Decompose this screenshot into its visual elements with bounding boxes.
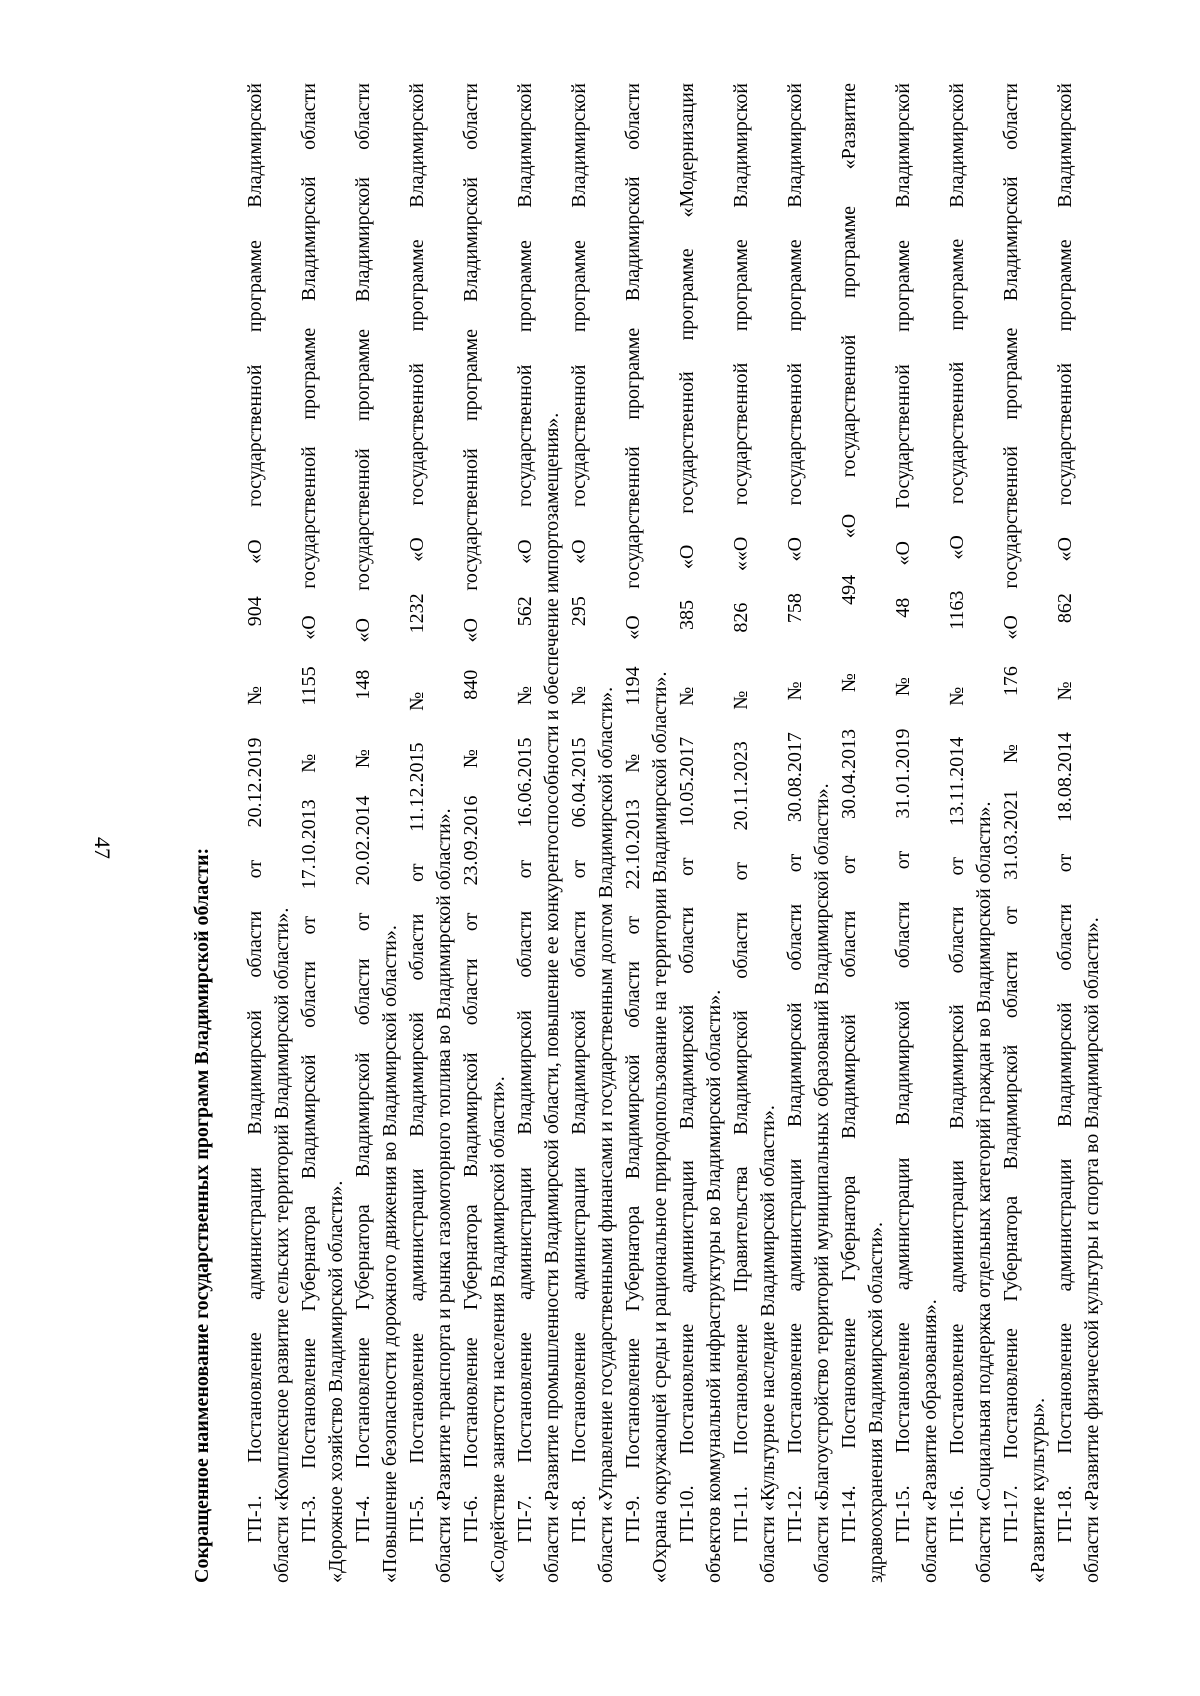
program-entry-gp3 xyxy=(296,83,350,1583)
program-entry-gp4 xyxy=(350,83,404,1583)
program-entry-gp11 xyxy=(728,83,782,1583)
program-entry-gp5 xyxy=(404,83,458,1583)
entry-line: здравоохранения Владимирской области». xyxy=(865,1221,887,1583)
program-entry-gp8 xyxy=(566,83,620,1583)
entry-line: ГП-8. Постановление администрации Владимирской области от 06.04.2015 № 295 «О государственной программе Владимирской xyxy=(568,83,590,1543)
document-body xyxy=(189,83,1106,1583)
entry-line: области «Развитие образования». xyxy=(919,1299,941,1583)
entry-line: ГП-7. Постановление администрации Владимирской области от 16.06.2015 № 562 «О государственной программе Владимирской xyxy=(514,83,536,1543)
program-entry-gp12 xyxy=(782,83,836,1583)
entry-line: ГП-4. Постановление Губернатора Владимирской области от 20.02.2014 № 148 «О государственной программе Владимирской области xyxy=(352,83,374,1543)
section-heading: Сокращенное наименование государственных программ Владимирской области: xyxy=(191,847,213,1583)
program-entry-gp15 xyxy=(890,83,944,1583)
entry-line: ГП-6. Постановление Губернатора Владимирской области от 23.09.2016 № 840 «О государственной программе Владимирской области xyxy=(460,83,482,1543)
entry-line: ГП-1. Постановление администрации Владимирской области от 20.12.2019 № 904 «О государственной программе Владимирской xyxy=(244,83,266,1543)
entry-line: «Охрана окружающей среды и рациональное природопользование на территории Владимирской области». xyxy=(649,671,671,1583)
entry-line: ГП-5. Постановление администрации Владимирской области от 11.12.2015 № 1232 «О государственной программе Владимирской xyxy=(406,83,428,1543)
entry-line: «Содействие занятости населения Владимирской области». xyxy=(487,1076,509,1583)
program-entry-gp18 xyxy=(1052,83,1106,1583)
program-entry-gp6 xyxy=(458,83,512,1583)
program-entry-gp16 xyxy=(944,83,998,1583)
entry-line: ГП-12. Постановление администрации Владимирской области от 30.08.2017 № 758 «О государственной программе Владимирской xyxy=(784,83,806,1543)
entry-line: объектов коммунальной инфраструктуры во Владимирской области». xyxy=(703,989,725,1583)
entry-line: области «Развитие физической культуры и спорта во Владимирской области». xyxy=(1081,917,1103,1583)
entry-line: ГП-11. Постановление Правительства Владимирской области от 20.11.2023 № 826 ««О государственной программе Владимирской xyxy=(730,83,752,1543)
entry-line: области «Социальная поддержка отдельных категорий граждан во Владимирской области». xyxy=(973,801,995,1583)
entry-line: ГП-14. Постановление Губернатора Владимирской области от 30.04.2013 № 494 «О государственной программе «Развитие xyxy=(838,83,860,1543)
page-number: 47 xyxy=(90,837,115,859)
entry-line: области «Управление государственными финансами и государственным долгом Владимирской области». xyxy=(595,686,617,1583)
entry-line: области «Комплексное развитие сельских территорий Владимирской области». xyxy=(271,907,293,1583)
entry-line: «Повышение безопасности дорожного движения во Владимирской области». xyxy=(379,925,401,1583)
entry-line: области «Благоустройство территорий муниципальных образований Владимирской области». xyxy=(811,783,833,1583)
entry-line: ГП-16. Постановление администрации Владимирской области от 13.11.2014 № 1163 «О государственной программе Владимирской xyxy=(946,83,968,1543)
program-entry-gp1 xyxy=(242,83,296,1583)
entry-line: области «Развитие транспорта и рынка газомоторного топлива во Владимирской области». xyxy=(433,808,455,1583)
program-entry-gp7 xyxy=(512,83,566,1583)
entry-line: ГП-15. Постановление администрации Владимирской области от 31.01.2019 № 48 «О Государственной программе Владимирской xyxy=(892,83,914,1543)
program-entry-gp9 xyxy=(620,83,674,1583)
entry-line: ГП-10. Постановление администрации Владимирской области от 10.05.2017 № 385 «О государственной программе «Модернизация xyxy=(676,83,698,1543)
program-entry-gp10 xyxy=(674,83,728,1583)
entry-line: ГП-17. Постановление Губернатора Владимирской области от 31.03.2021 № 176 «О государственной программе Владимирской области xyxy=(1000,83,1022,1543)
program-entry-gp14 xyxy=(836,83,890,1583)
program-entry-gp17 xyxy=(998,83,1052,1583)
entry-line: ГП-3. Постановление Губернатора Владимирской области от 17.10.2013 № 1155 «О государственной программе Владимирской области xyxy=(298,83,320,1543)
entry-line: области «Культурное наследие Владимирской области». xyxy=(757,1105,779,1583)
entry-line: «Дорожное хозяйство Владимирской области». xyxy=(325,1180,347,1583)
entry-line: области «Развитие промышленности Владимирской области, повышение ее конкурентоспособности и обеспечение импортозамещения». xyxy=(541,412,563,1583)
entry-line: ГП-9. Постановление Губернатора Владимирской области от 22.10.2013 № 1194 «О государственной программе Владимирской области xyxy=(622,83,644,1543)
entry-line: «Развитие культуры». xyxy=(1027,1397,1049,1583)
entry-line: ГП-18. Постановление администрации Владимирской области от 18.08.2014 № 862 «О государственной программе Владимирской xyxy=(1054,83,1076,1543)
